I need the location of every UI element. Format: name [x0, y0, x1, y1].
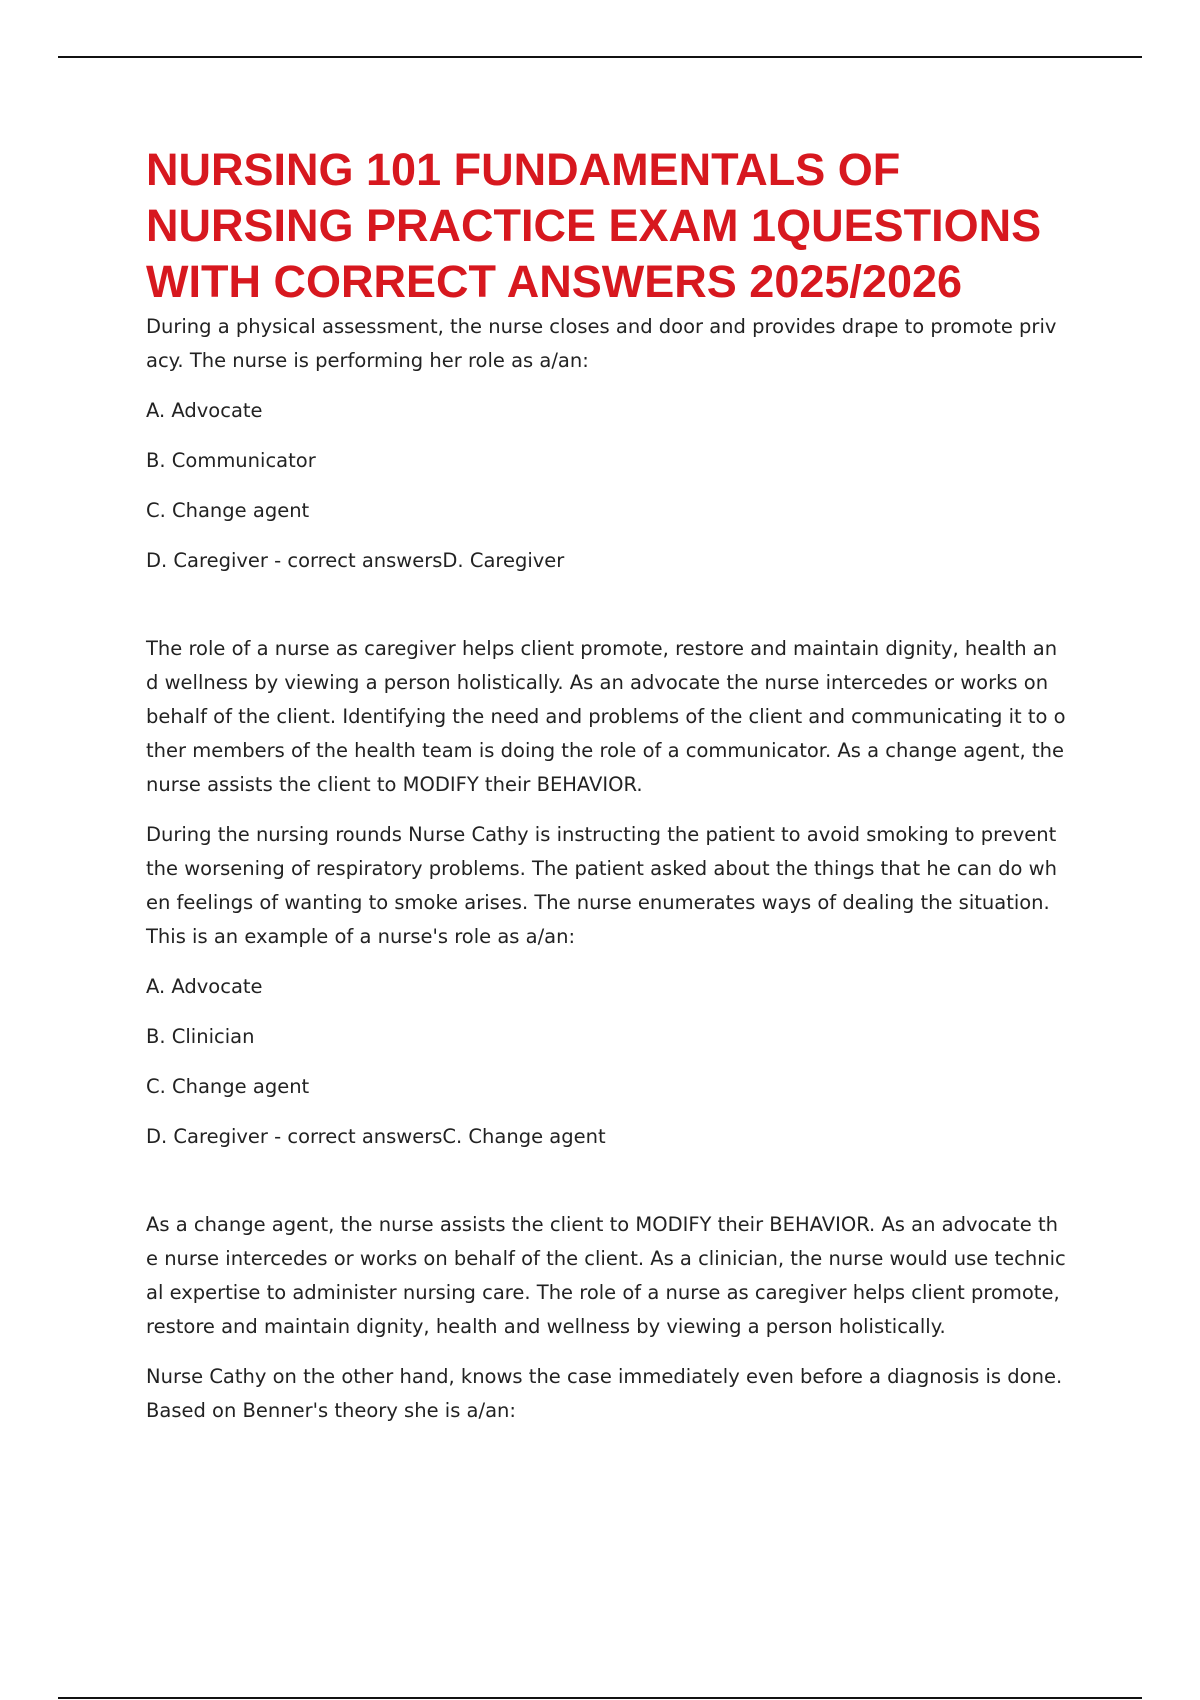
answer-option: B. Clinician: [146, 1025, 255, 1048]
answer-option-with-correct-answer: D. Caregiver - correct answersD. Caregiver: [146, 549, 565, 572]
answer-option: B. Communicator: [146, 449, 316, 472]
question-1: [146, 310, 1066, 802]
spacer: [146, 578, 1066, 632]
spacer: [146, 1154, 1066, 1208]
question-3: [146, 1360, 1066, 1428]
question-2: [146, 818, 1066, 1344]
top-rule: [58, 56, 1142, 58]
question-stem: During the nursing rounds Nurse Cathy is instructing the patient to avoid smoking to prevent the worsening of respiratory problems. The patient asked about the things that he can do when feelings of wanting to smoke arises. The nurse enumerates ways of dealing the situation. This is an example of a nurse's role as a/an:: [146, 823, 1057, 948]
question-stem: During a physical assessment, the nurse closes and door and provides drape to promote privacy. The nurse is performing her role as a/an:: [146, 315, 1057, 372]
answer-explanation: As a change agent, the nurse assists the client to MODIFY their BEHAVIOR. As an advocate the nurse intercedes or works on behalf of the client. As a clinician, the nurse would use technical expertise to administer nursing care. The role of a nurse as caregiver helps client promote, restore and maintain dignity, health and wellness by viewing a person holistically.: [146, 1213, 1066, 1338]
question-stem: Nurse Cathy on the other hand, knows the case immediately even before a diagnosis is done. Based on Benner's theory she is a/an:: [146, 1365, 1063, 1422]
answer-option: A. Advocate: [146, 399, 263, 422]
answer-option-with-correct-answer: D. Caregiver - correct answersC. Change agent: [146, 1125, 606, 1148]
answer-option: C. Change agent: [146, 499, 310, 522]
answer-option: C. Change agent: [146, 1075, 310, 1098]
document-body: [146, 142, 1066, 1428]
answer-option: A. Advocate: [146, 975, 263, 998]
bottom-rule: [58, 1697, 1142, 1699]
document-title: NURSING 101 FUNDAMENTALS OF NURSING PRACTICE EXAM 1QUESTIONS WITH CORRECT ANSWERS 2025/2026: [146, 144, 1042, 307]
answer-explanation: The role of a nurse as caregiver helps client promote, restore and maintain dignity, health and wellness by viewing a person holistically. As an advocate the nurse intercedes or works on behalf of the client. Identifying the need and problems of the client and communicating it to other members of the health team is doing the role of a communicator. As a change agent, the nurse assists the client to MODIFY their BEHAVIOR.: [146, 637, 1066, 796]
